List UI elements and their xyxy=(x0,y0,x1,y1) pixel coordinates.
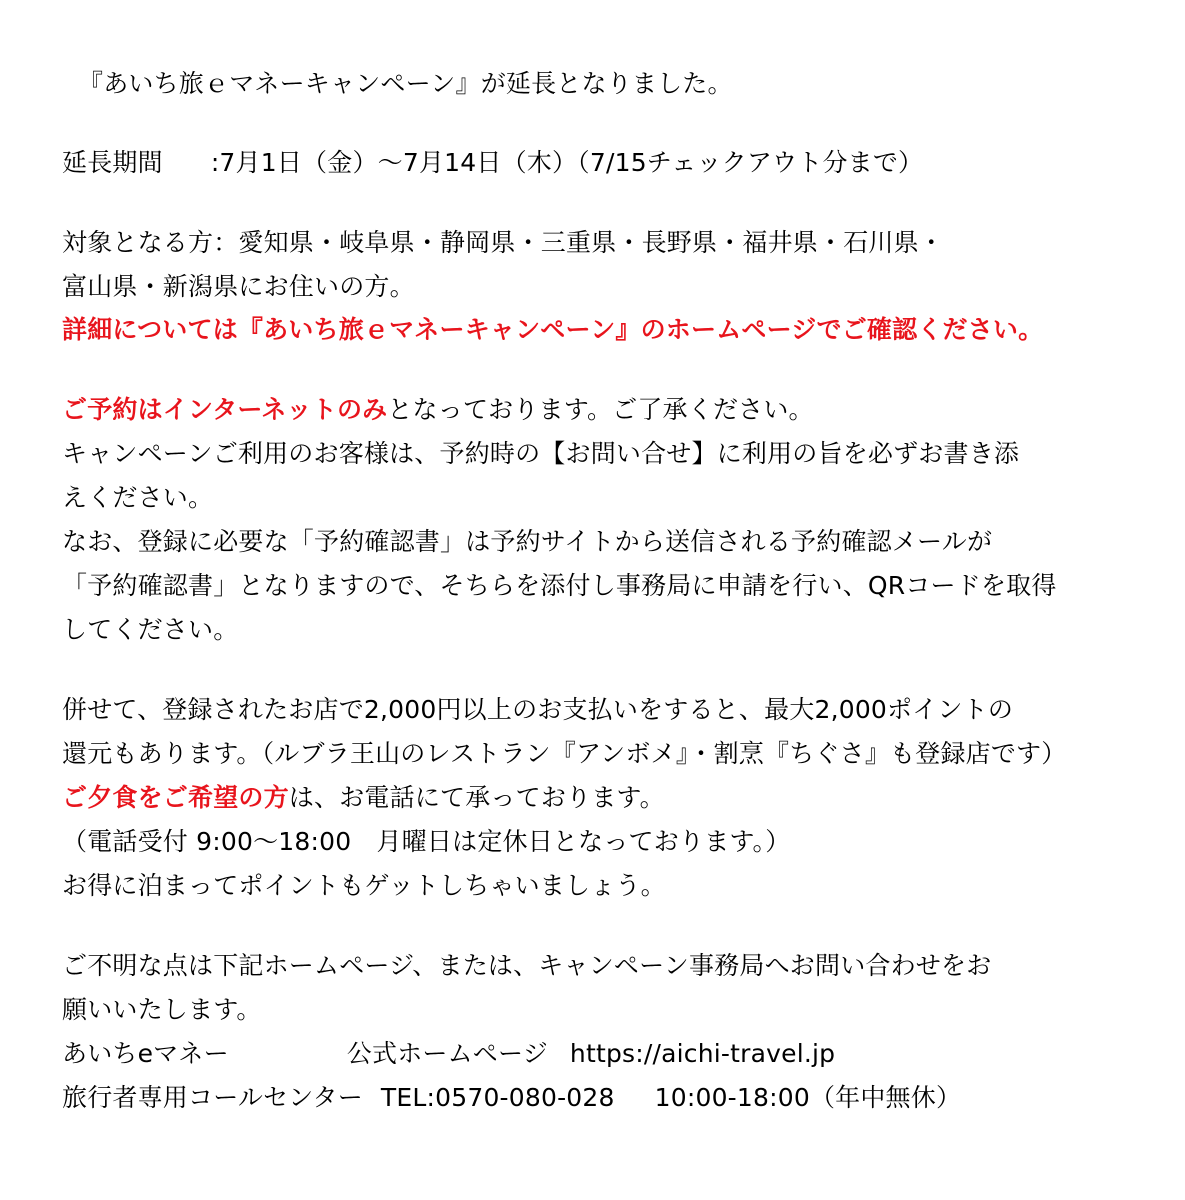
announcement-heading: 『あいち旅ｅマネーキャンペーン』が延長となりました。 xyxy=(78,69,733,98)
reservation-line-2: キャンペーンご利用のお客様は、予約時の【お問い合せ】に利用の旨を必ずお書き添 xyxy=(62,439,1020,468)
call-center-tel: TEL:0570-080-028 xyxy=(380,1083,615,1112)
call-center-line xyxy=(62,1081,961,1115)
site-url-link[interactable]: https://aichi-travel.jp xyxy=(569,1039,836,1068)
target-line-2: 富山県・新潟県にお住いの方。 xyxy=(62,272,415,301)
site-label: 公式ホームページ xyxy=(346,1039,548,1068)
closing-line: お得に泊まってポイントもゲットしちゃいましょう。 xyxy=(62,871,666,900)
reservation-rest: となっております。ご了承ください。 xyxy=(387,395,814,424)
phone-hours-line: （電話受付 9:00～18:00 月曜日は定休日となっております。） xyxy=(62,827,791,856)
dinner-line xyxy=(62,781,665,815)
dinner-emphasis: ご夕食をご希望の方 xyxy=(62,783,289,812)
period-label: 延長期間 xyxy=(62,148,163,177)
reservation-line-3: えください。 xyxy=(62,483,214,512)
call-center-label: 旅行者専用コールセンター xyxy=(62,1083,363,1112)
points-line-1: 併せて、登録されたお店で2,000円以上のお支払いをすると、最大2,000ポイントの xyxy=(62,695,1014,724)
contact-line-2: 願いいたします。 xyxy=(62,995,262,1024)
official-site-line xyxy=(62,1037,835,1071)
site-name: あいちeマネー xyxy=(62,1039,229,1068)
reservation-line-4: なお、登録に必要な「予約確認書」は予約サイトから送信される予約確認メールが xyxy=(62,527,993,556)
dinner-rest: は、お電話にて承っております。 xyxy=(288,783,665,812)
details-notice: 詳細については『あいち旅ｅマネーキャンペーン』のホームページでご確認ください。 xyxy=(62,315,1044,344)
period-value: :7月1日（金）～7月14日（木）（7/15チェックアウト分まで） xyxy=(210,148,924,177)
extension-period-line xyxy=(62,146,923,180)
reservation-line-1 xyxy=(62,393,814,427)
contact-line-1: ご不明な点は下記ホームページ、または、キャンペーン事務局へお問い合わせをお xyxy=(62,951,992,980)
call-center-hours: 10:00-18:00（年中無休） xyxy=(654,1083,962,1112)
points-line-2: 還元もあります。（ルブラ王山のレストラン『アンボメ』・割烹『ちぐさ』も登録店です） xyxy=(62,739,1067,768)
target-line-1: 対象となる方：愛知県・岐阜県・静岡県・三重県・長野県・福井県・石川県・ xyxy=(62,228,945,257)
reservation-emphasis: ご予約はインターネットのみ xyxy=(62,395,388,424)
reservation-line-5: 「予約確認書」となりますので、そちらを添付し事務局に申請を行い、QRコードを取得 xyxy=(62,571,1057,600)
reservation-line-6: してください。 xyxy=(62,615,239,644)
